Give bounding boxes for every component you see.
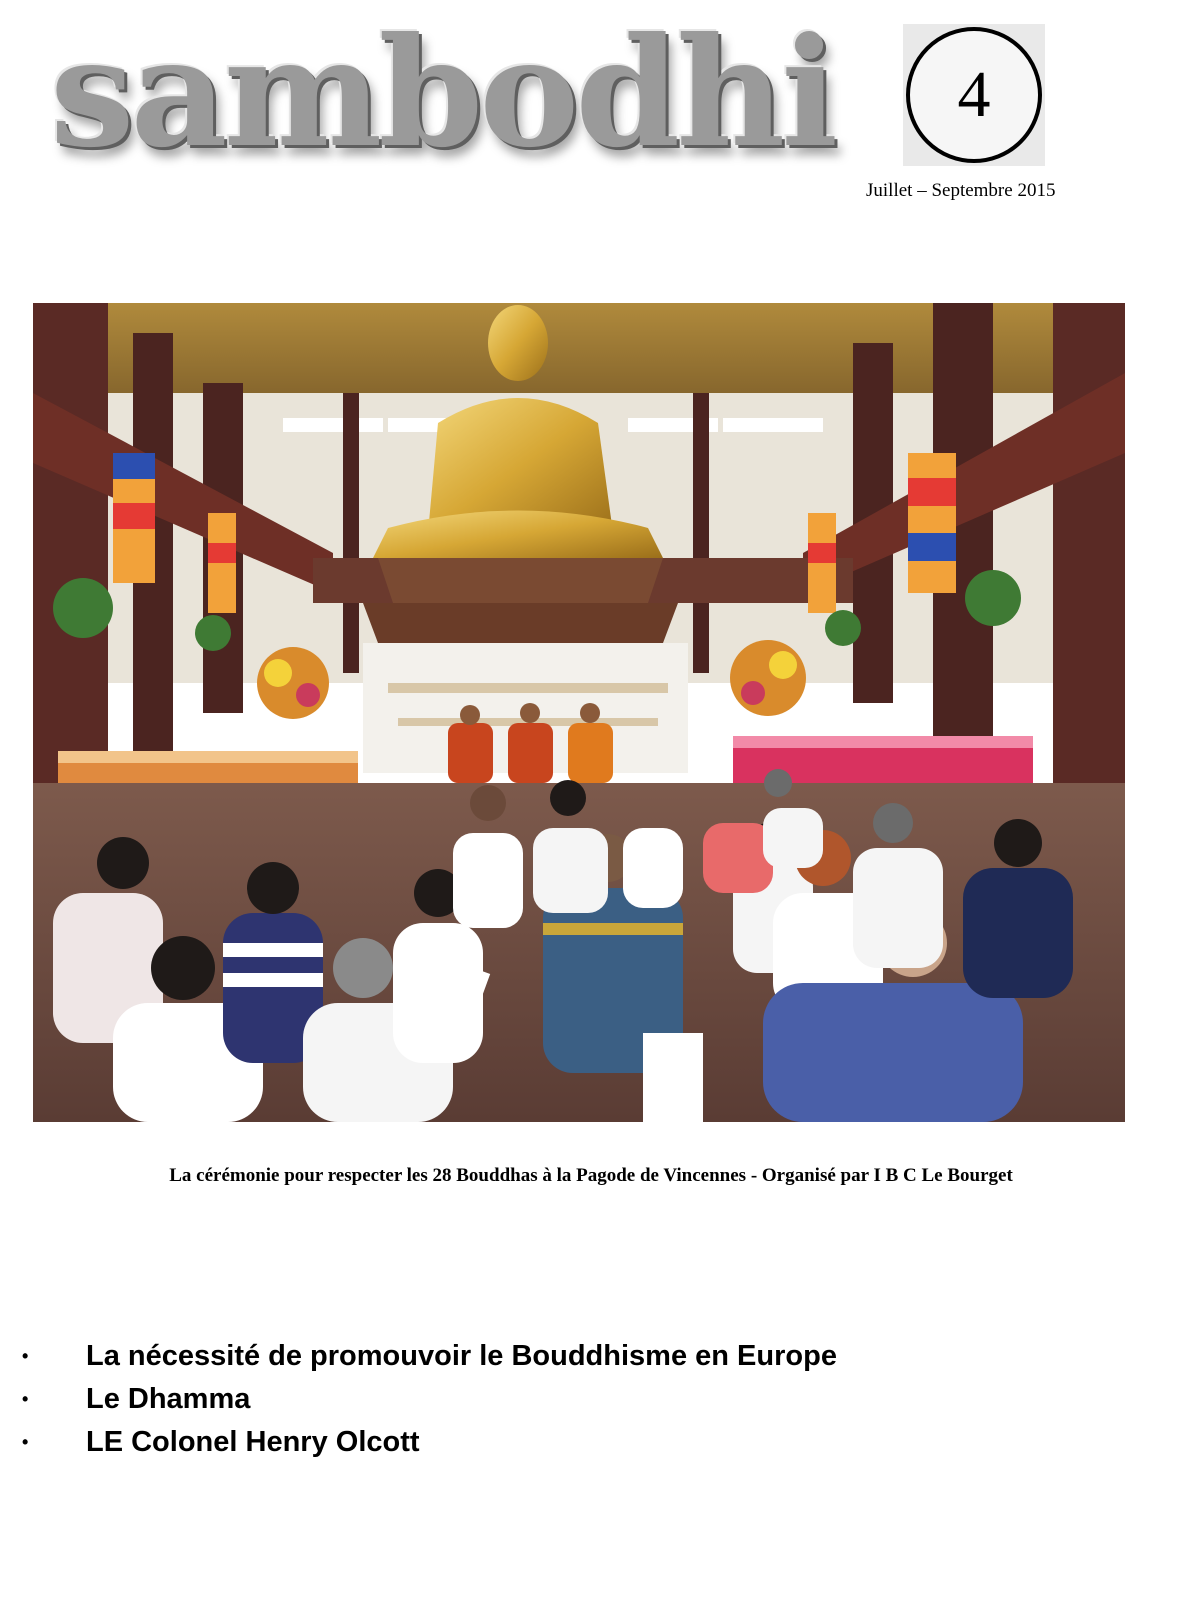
bullet-icon: • bbox=[22, 1346, 29, 1366]
contents-item-text: Le Dhamma bbox=[86, 1383, 251, 1415]
bullet-icon: • bbox=[22, 1389, 29, 1409]
issue-number-badge bbox=[903, 24, 1045, 166]
contents-item-text: LE Colonel Henry Olcott bbox=[86, 1426, 420, 1458]
photo-caption: La cérémonie pour respecter les 28 Bouddhas à la Pagode de Vincennes - Organisé par I B C Le Bourget bbox=[169, 1165, 1013, 1186]
issue-number: 4 bbox=[906, 27, 1042, 163]
magazine-title: sambodhi bbox=[50, 5, 835, 181]
contents-item-text: La nécessité de promouvoir le Bouddhisme en Europe bbox=[86, 1340, 837, 1372]
cover-photo bbox=[33, 303, 1125, 1122]
bullet-icon: • bbox=[22, 1432, 29, 1452]
issue-date: Juillet – Septembre 2015 bbox=[866, 180, 1056, 201]
